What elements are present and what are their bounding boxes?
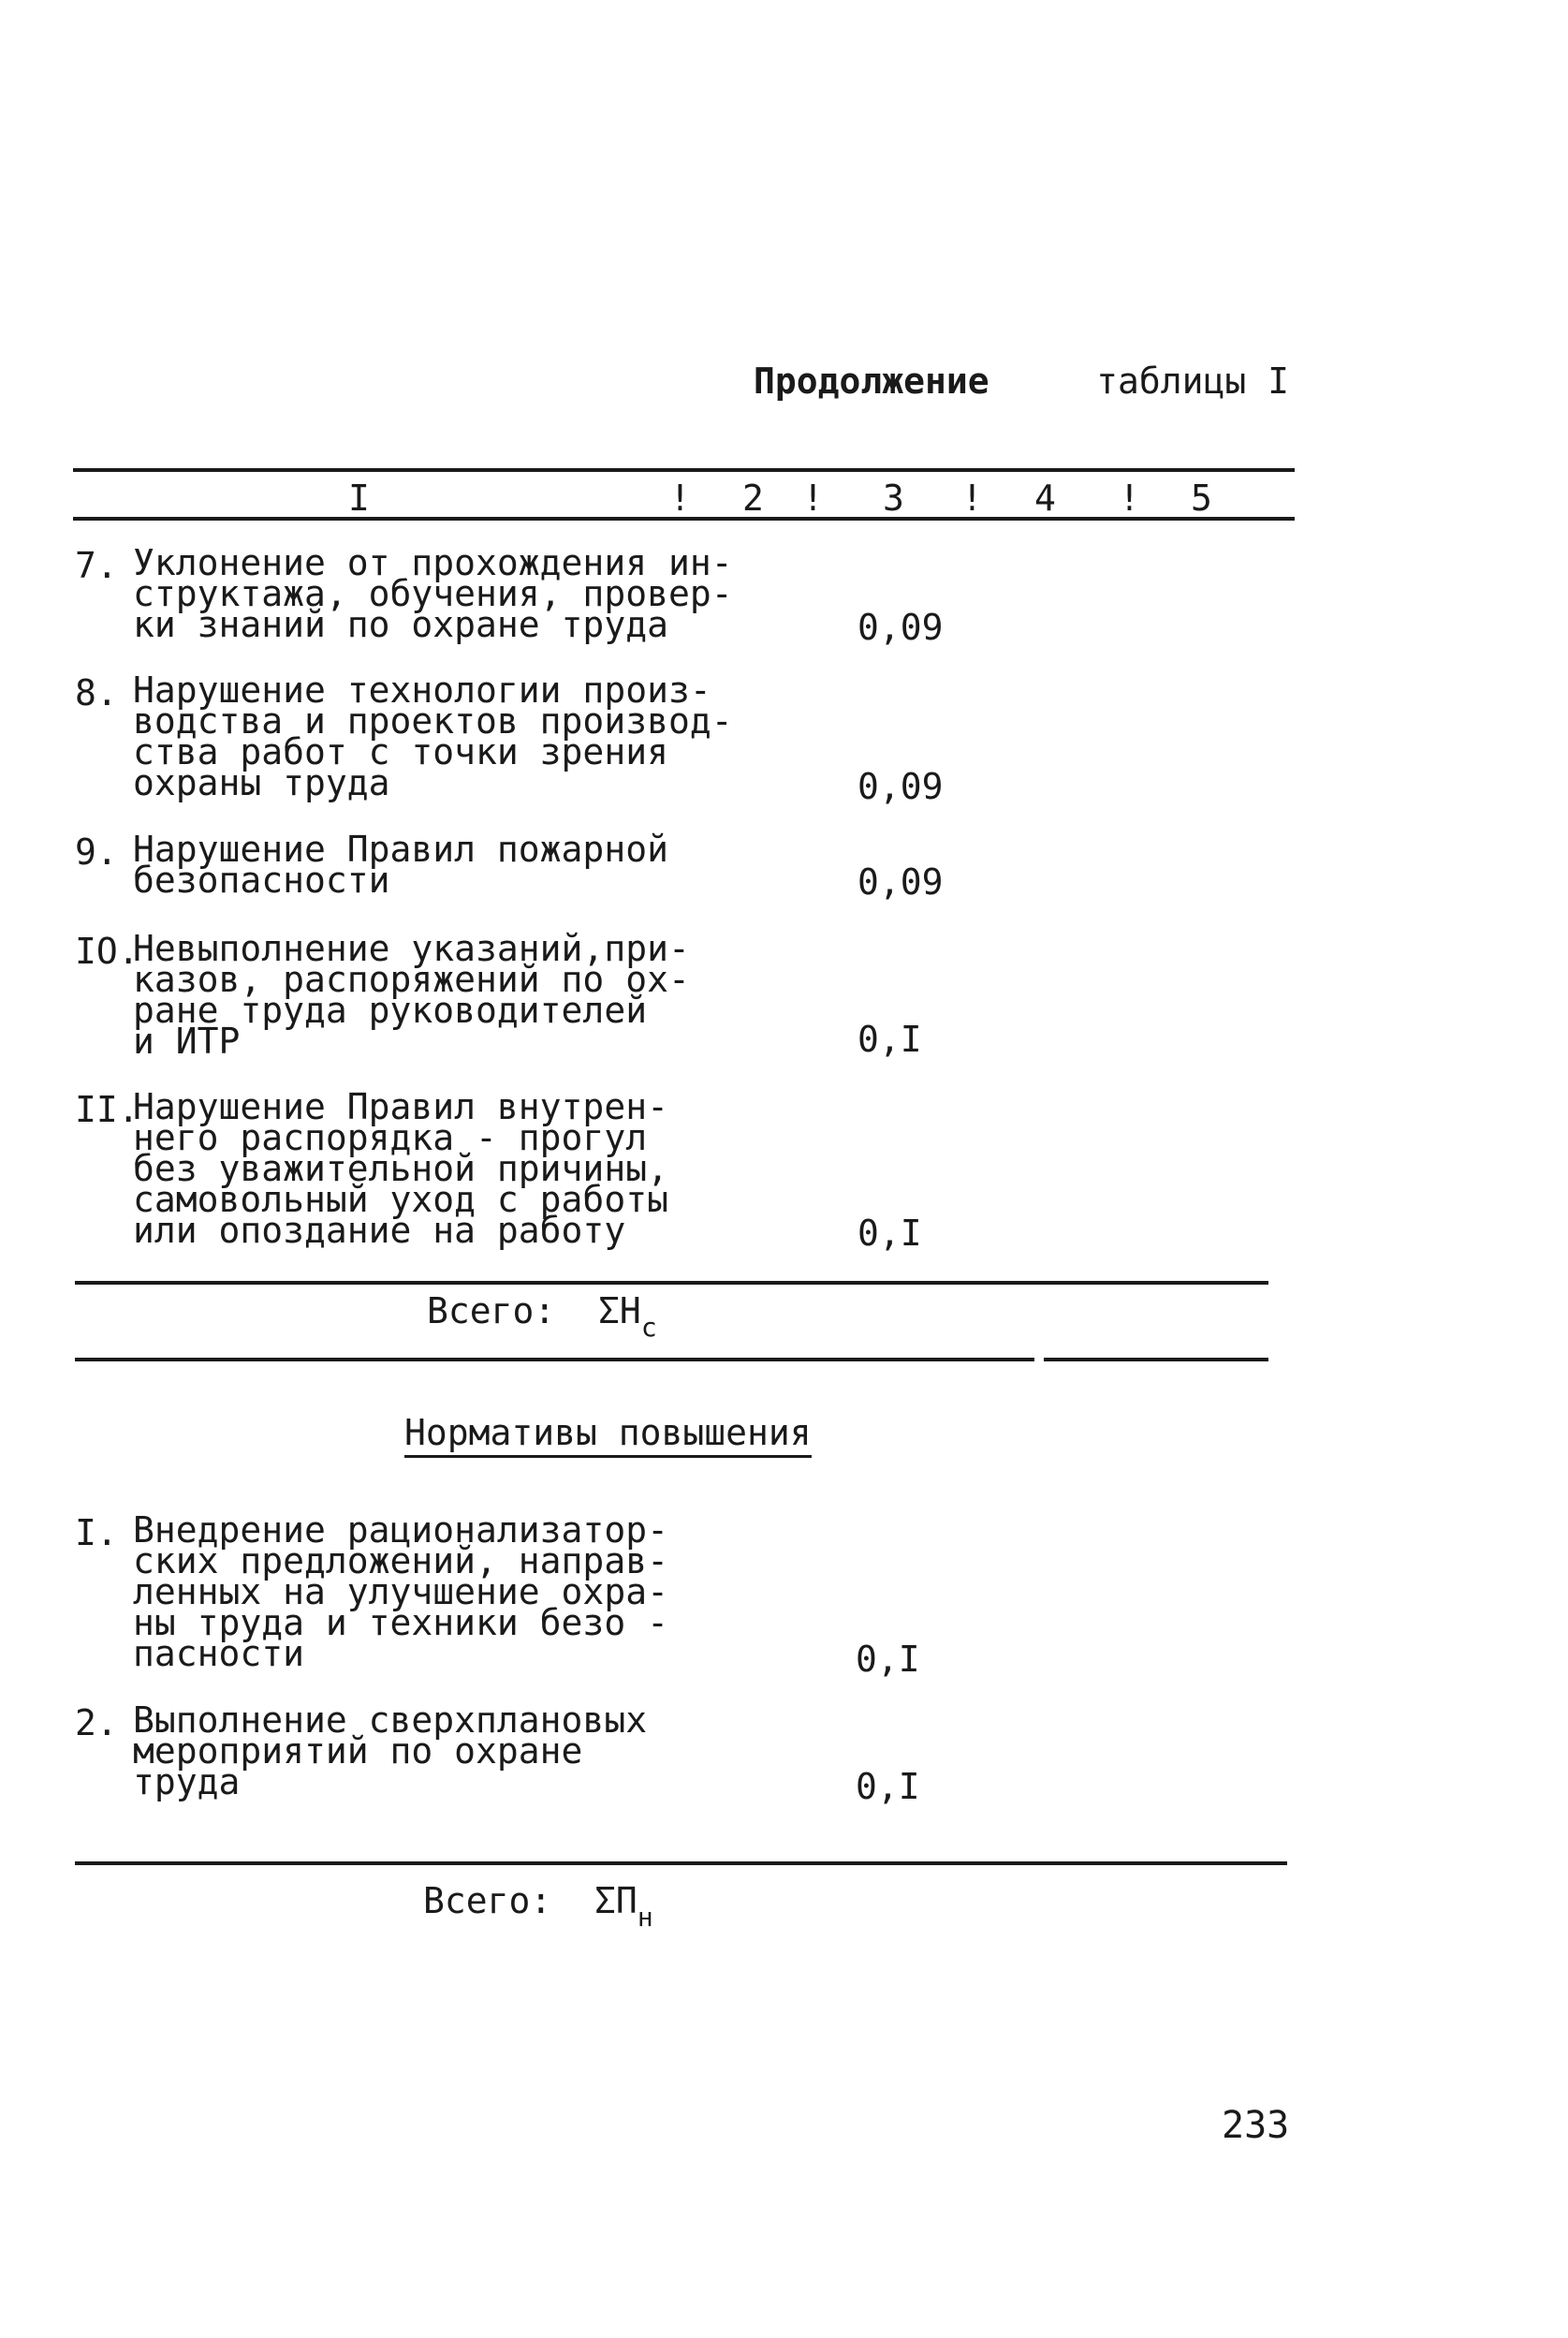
item-number: II. — [75, 1089, 139, 1130]
item-line: мероприятий по охране — [133, 1730, 583, 1772]
total-a-top-rule — [75, 1281, 1268, 1285]
item-line: или опоздание на работу — [133, 1210, 626, 1251]
column-separator: ! — [961, 478, 983, 519]
total-b — [423, 1880, 653, 1933]
page-number: 233 — [1222, 2104, 1290, 2147]
item-value: 0,I — [856, 1766, 920, 1807]
item-number: 7. — [75, 545, 118, 586]
item-line: Нарушение технологии произ- — [133, 669, 711, 711]
item-line: Нарушение Правил пожарной — [133, 829, 668, 870]
section-heading-text: Нормативы повышения — [404, 1412, 812, 1458]
item-number: IO. — [75, 931, 139, 972]
item-line: водства и проектов производ- — [133, 700, 733, 742]
item-line: ленных на улучшение охра- — [133, 1571, 668, 1612]
total-a-bottom-rule-right — [1044, 1358, 1268, 1361]
item-number: 9. — [75, 831, 118, 873]
item-value: 0,09 — [857, 861, 944, 903]
column-separator: ! — [802, 478, 824, 519]
item-line: и ИТР — [133, 1021, 241, 1062]
total-a — [427, 1290, 657, 1343]
item-line: ны труда и техники безо - — [133, 1602, 668, 1643]
caption-table-number: таблицы I — [1096, 360, 1289, 402]
column-header-3: 3 — [883, 478, 904, 519]
item-line: Внедрение рационализатор- — [133, 1509, 668, 1551]
item-value: 0,I — [856, 1639, 920, 1680]
item-line: самовольный уход с работы — [133, 1179, 668, 1220]
total-label: Всего: — [427, 1290, 556, 1331]
column-header-5: 5 — [1191, 478, 1212, 519]
item-line: казов, распоряжений по ох- — [133, 959, 690, 1000]
item-line: него распорядка - прогул — [133, 1117, 648, 1158]
item-description — [133, 1699, 648, 1802]
column-separator: ! — [669, 478, 691, 519]
sum-symbol: ΣП — [594, 1880, 637, 1921]
column-separator: ! — [1119, 478, 1140, 519]
item-line: ских предложений, направ- — [133, 1540, 668, 1581]
item-line: охраны труда — [133, 762, 390, 803]
sum-subscript: н — [637, 1902, 653, 1933]
item-description — [133, 542, 733, 645]
item-line: Выполнение сверхплановых — [133, 1699, 648, 1741]
item-description — [133, 1086, 668, 1251]
caption-continuation: Продолжение — [754, 360, 989, 402]
table-caption — [754, 360, 1289, 402]
item-description — [133, 829, 668, 901]
sum-symbol: ΣH — [598, 1290, 641, 1331]
column-header-1: I — [348, 478, 370, 519]
item-value: 0,I — [857, 1213, 922, 1254]
item-value: 0,09 — [857, 607, 944, 648]
item-line: Невыполнение указаний,при- — [133, 928, 690, 969]
item-value: 0,I — [857, 1019, 922, 1060]
total-b-top-rule — [75, 1861, 1287, 1865]
item-description — [133, 669, 733, 803]
item-line: труда — [133, 1761, 241, 1802]
item-line: безопасности — [133, 860, 390, 901]
item-description — [133, 1509, 668, 1674]
item-number: 8. — [75, 672, 118, 713]
item-description — [133, 928, 690, 1062]
item-line: ства работ с точки зрения — [133, 731, 668, 772]
total-a-bottom-rule-left — [75, 1358, 1034, 1361]
item-number: I. — [75, 1512, 118, 1553]
item-line: структажа, обучения, провер- — [133, 573, 733, 614]
header-top-rule — [73, 468, 1295, 472]
item-value: 0,09 — [857, 766, 944, 807]
column-header-4: 4 — [1034, 478, 1056, 519]
item-line: Уклонение от прохождения ин- — [133, 542, 733, 583]
item-line: ране труда руководителей — [133, 990, 648, 1031]
total-label: Всего: — [423, 1880, 552, 1921]
column-header-2: 2 — [742, 478, 764, 519]
item-line: пасности — [133, 1633, 305, 1674]
item-line: без уважительной причины, — [133, 1148, 668, 1189]
item-number: 2. — [75, 1702, 118, 1743]
item-line: ки знаний по охране труда — [133, 604, 668, 645]
sum-subscript: с — [640, 1312, 657, 1343]
section-heading — [404, 1412, 812, 1453]
item-line: Нарушение Правил внутрен- — [133, 1086, 668, 1127]
